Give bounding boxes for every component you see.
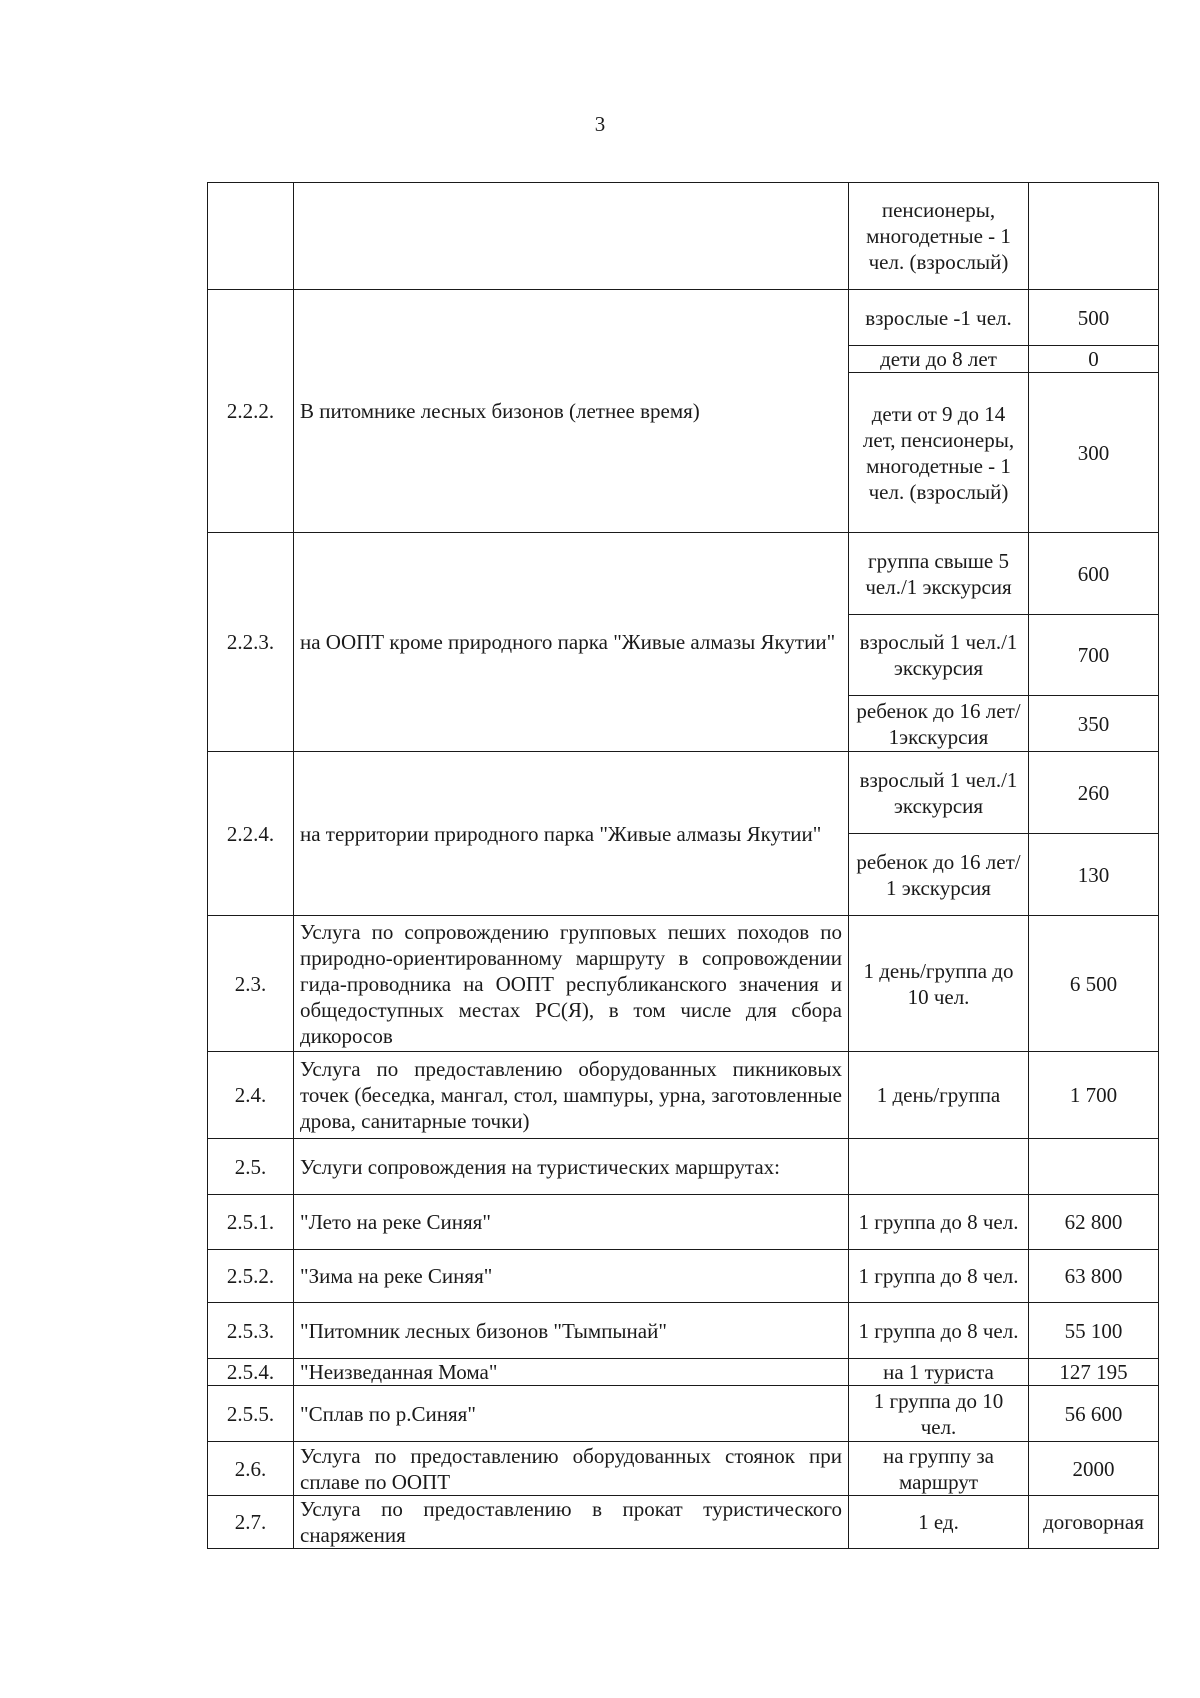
table-row	[208, 1139, 1159, 1195]
row-description: Услуги сопровождения на туристических маршрутах:	[294, 1139, 849, 1195]
row-number: 2.5.5.	[208, 1386, 294, 1442]
row-number: 2.4.	[208, 1052, 294, 1139]
row-price: 62 800	[1029, 1195, 1159, 1250]
row-unit: взрослый 1 чел./1 экскурсия	[849, 615, 1029, 696]
row-price: 600	[1029, 533, 1159, 615]
row-number: 2.6.	[208, 1442, 294, 1496]
row-number: 2.5.1.	[208, 1195, 294, 1250]
row-description: Услуга по предоставлению оборудованных стоянок при сплаве по ООПТ	[294, 1442, 849, 1496]
row-unit: 1 группа до 8 чел.	[849, 1303, 1029, 1359]
row-unit: 1 день/группа до 10 чел.	[849, 916, 1029, 1052]
row-price	[1029, 1139, 1159, 1195]
row-unit: на группу за маршрут	[849, 1442, 1029, 1496]
page-number: 3	[594, 112, 606, 136]
row-price: 55 100	[1029, 1303, 1159, 1359]
row-price	[1029, 183, 1159, 290]
row-price: 56 600	[1029, 1386, 1159, 1442]
table-row	[208, 533, 1159, 615]
table-row	[208, 183, 1159, 290]
row-description: на ООПТ кроме природного парка "Живые алмазы Якутии"	[294, 533, 849, 752]
row-description: "Лето на реке Синяя"	[294, 1195, 849, 1250]
row-description: "Питомник лесных бизонов "Тымпынай"	[294, 1303, 849, 1359]
row-unit: 1 группа до 10 чел.	[849, 1386, 1029, 1442]
row-description	[294, 183, 849, 290]
row-unit: дети до 8 лет	[849, 346, 1029, 373]
row-unit: ребенок до 16 лет/ 1экскурсия	[849, 696, 1029, 752]
row-price: договорная	[1029, 1496, 1159, 1549]
row-description: Услуга по предоставлению в прокат туристического снаряжения	[294, 1496, 849, 1549]
row-description: Услуга по сопровождению групповых пеших походов по природно-ориентированному маршруту в сопровождении гида-проводника на ООПТ республиканского значения и общедоступных местах РС(Я), в том числе для сбора дикоросов	[294, 916, 849, 1052]
row-description: "Зима на реке Синяя"	[294, 1250, 849, 1303]
row-price: 260	[1029, 752, 1159, 834]
row-number: 2.5.	[208, 1139, 294, 1195]
row-unit: пенсионеры, многодетные - 1 чел. (взрослый)	[849, 183, 1029, 290]
row-price: 0	[1029, 346, 1159, 373]
table-row	[208, 1496, 1159, 1549]
row-number: 2.7.	[208, 1496, 294, 1549]
row-description: "Неизведанная Мома"	[294, 1359, 849, 1386]
row-number: 2.2.2.	[208, 290, 294, 533]
row-number: 2.3.	[208, 916, 294, 1052]
row-price: 500	[1029, 290, 1159, 346]
row-price: 6 500	[1029, 916, 1159, 1052]
row-unit: группа свыше 5 чел./1 экскурсия	[849, 533, 1029, 615]
row-unit: 1 группа до 8 чел.	[849, 1250, 1029, 1303]
table-row	[208, 916, 1159, 1052]
row-number	[208, 183, 294, 290]
row-price: 300	[1029, 373, 1159, 533]
row-unit: взрослый 1 чел./1 экскурсия	[849, 752, 1029, 834]
table-row	[208, 1195, 1159, 1250]
row-number: 2.5.2.	[208, 1250, 294, 1303]
row-price: 127 195	[1029, 1359, 1159, 1386]
row-unit: 1 группа до 8 чел.	[849, 1195, 1029, 1250]
row-unit: взрослые -1 чел.	[849, 290, 1029, 346]
table-row	[208, 1052, 1159, 1139]
table-row	[208, 1359, 1159, 1386]
row-unit: дети от 9 до 14 лет, пенсионеры, многодетные - 1 чел. (взрослый)	[849, 373, 1029, 533]
row-price: 63 800	[1029, 1250, 1159, 1303]
table-row	[208, 1303, 1159, 1359]
row-unit: 1 ед.	[849, 1496, 1029, 1549]
table-row	[208, 1250, 1159, 1303]
tariff-table	[207, 182, 1159, 1549]
table-row	[208, 290, 1159, 346]
row-description: на территории природного парка "Живые алмазы Якутии"	[294, 752, 849, 916]
row-price: 1 700	[1029, 1052, 1159, 1139]
row-description: В питомнике лесных бизонов (летнее время)	[294, 290, 849, 533]
row-number: 2.2.4.	[208, 752, 294, 916]
row-price: 130	[1029, 834, 1159, 916]
row-unit: ребенок до 16 лет/ 1 экскурсия	[849, 834, 1029, 916]
table-row	[208, 1442, 1159, 1496]
row-unit	[849, 1139, 1029, 1195]
row-unit: на 1 туриста	[849, 1359, 1029, 1386]
row-price: 350	[1029, 696, 1159, 752]
row-unit: 1 день/группа	[849, 1052, 1029, 1139]
row-number: 2.5.4.	[208, 1359, 294, 1386]
row-number: 2.5.3.	[208, 1303, 294, 1359]
row-price: 700	[1029, 615, 1159, 696]
table-row	[208, 1386, 1159, 1442]
row-number: 2.2.3.	[208, 533, 294, 752]
row-description: Услуга по предоставлению оборудованных пикниковых точек (беседка, мангал, стол, шампуры, урна, заготовленные дрова, санитарные точки)	[294, 1052, 849, 1139]
row-price: 2000	[1029, 1442, 1159, 1496]
row-description: "Сплав по р.Синяя"	[294, 1386, 849, 1442]
table-row	[208, 752, 1159, 834]
